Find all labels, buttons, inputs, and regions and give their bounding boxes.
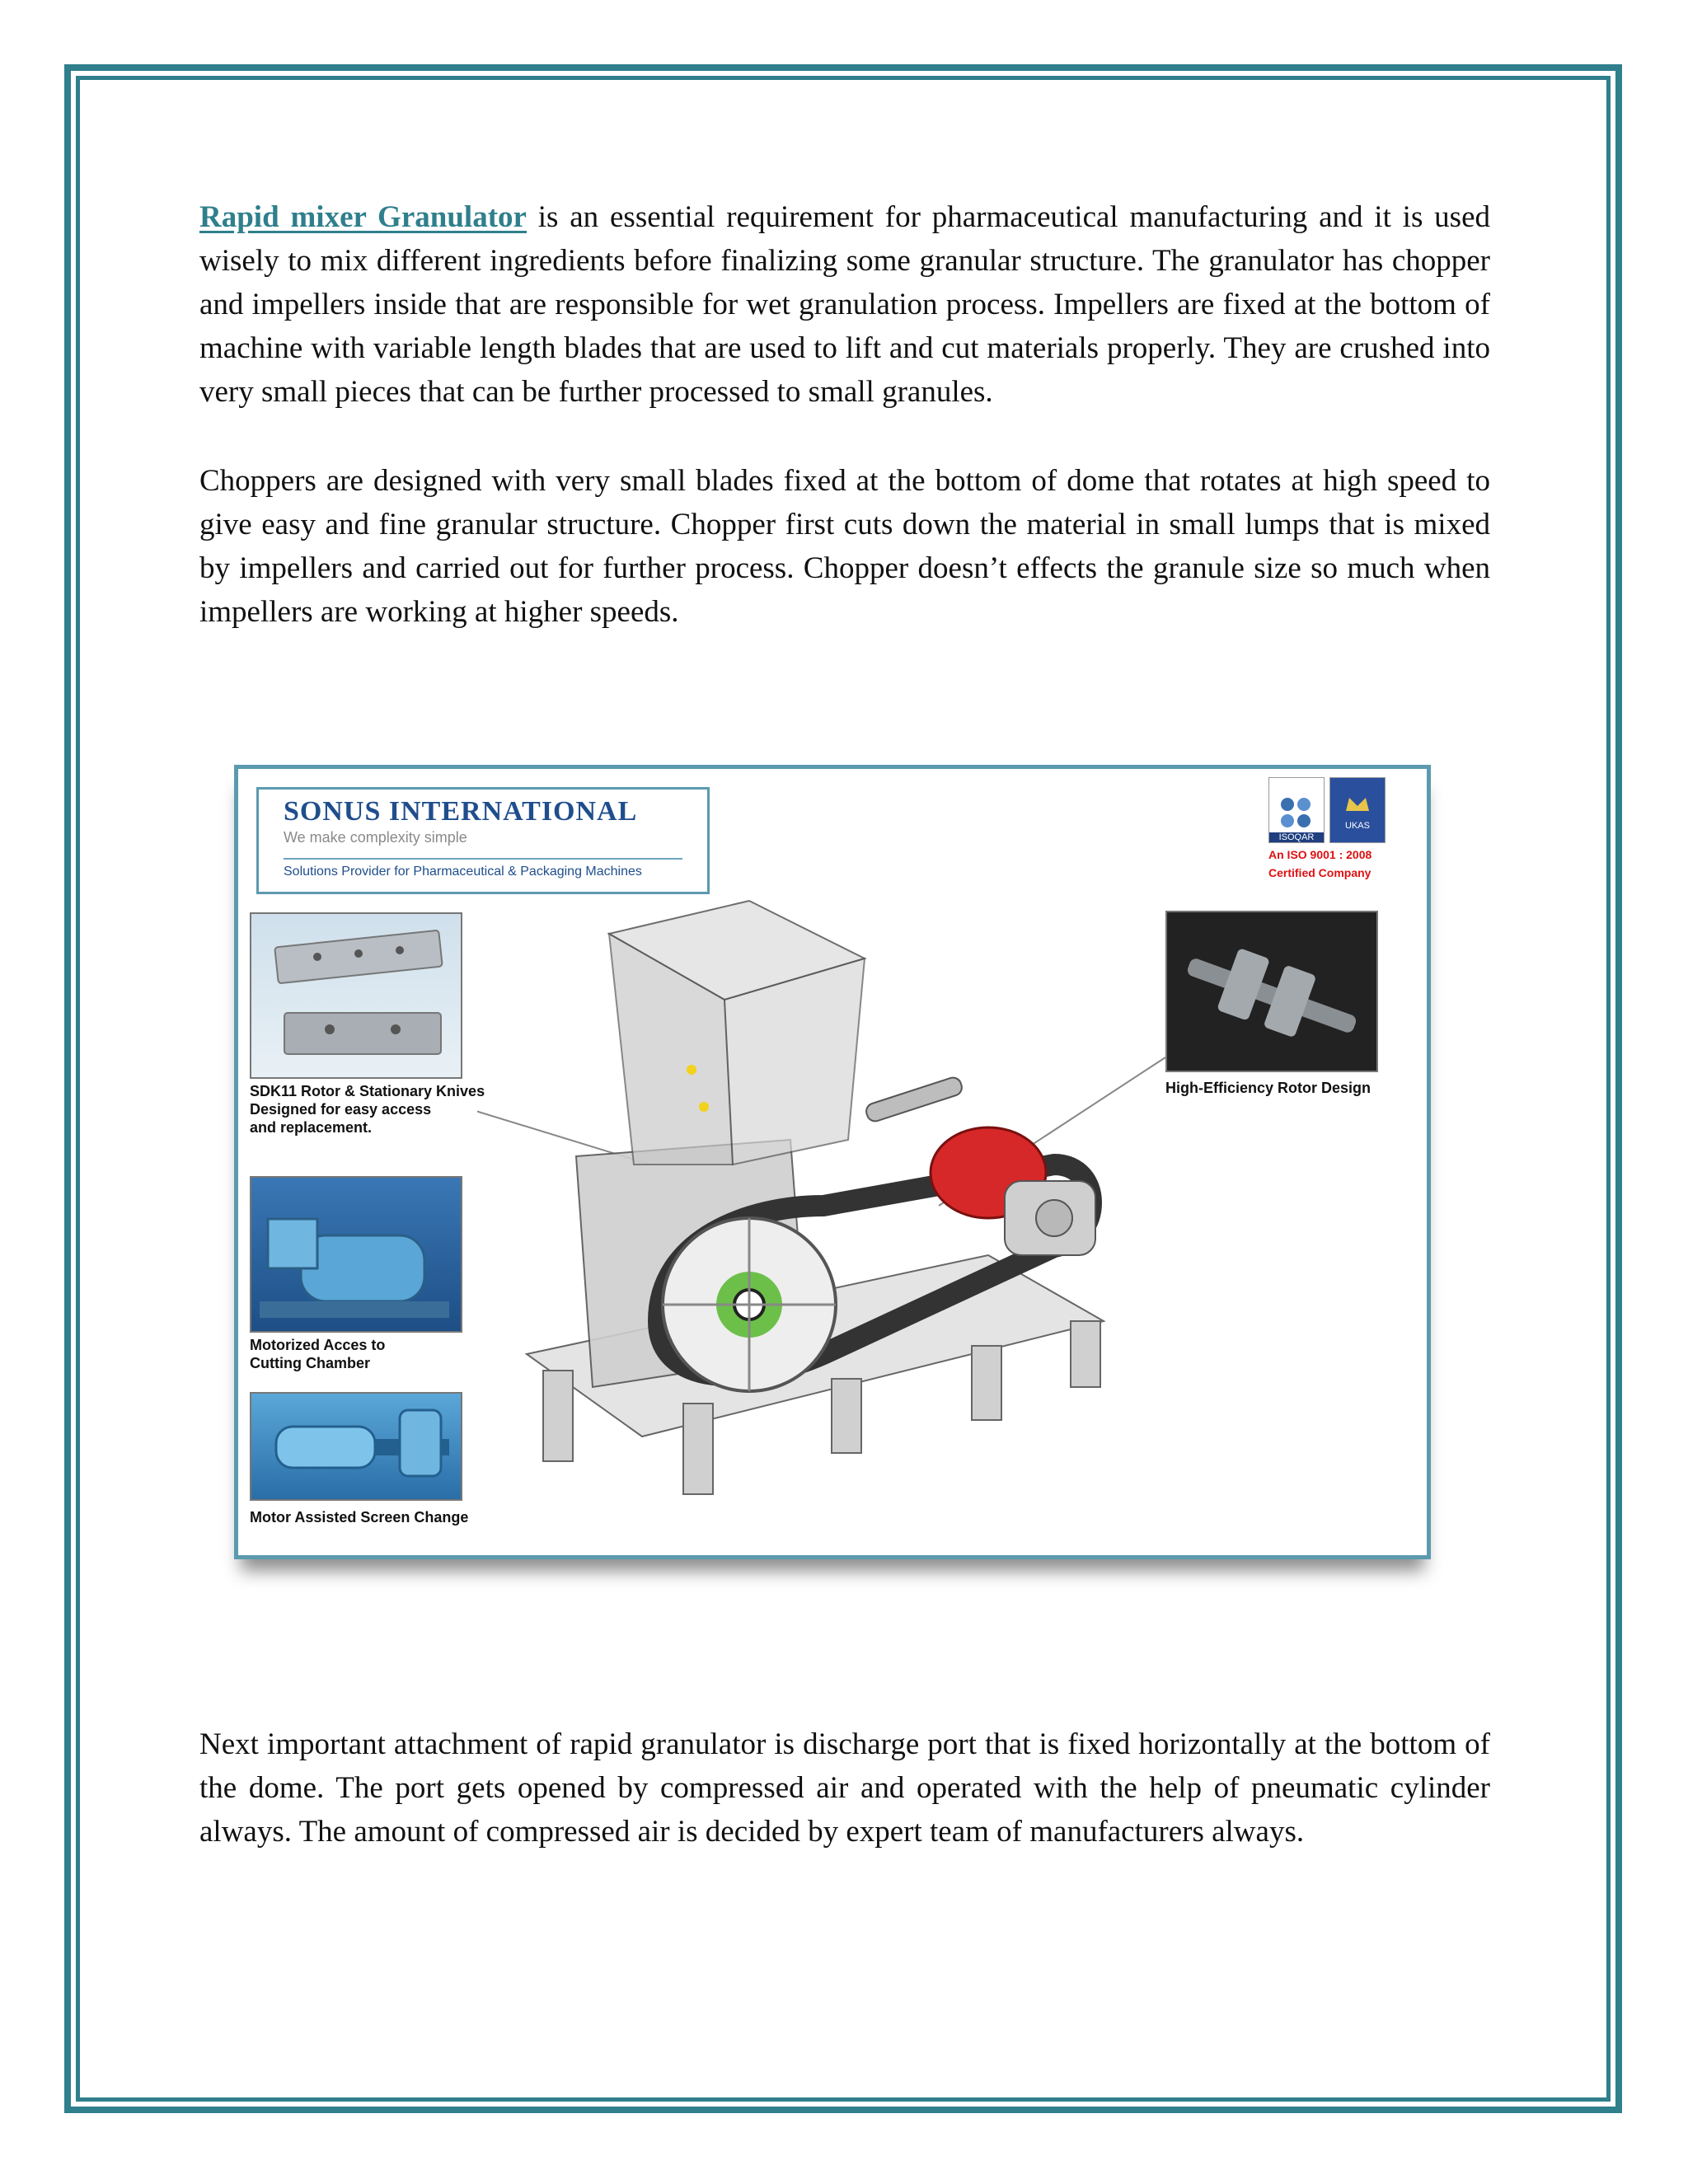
iso-line-2: Certified Company [1268, 866, 1372, 879]
screen-change-photo [250, 1392, 462, 1501]
granulator-figure [234, 765, 1431, 1559]
isoqar-label: ISOQAR [1269, 832, 1324, 842]
caption-high-efficiency: High-Efficiency Rotor Design [1165, 1080, 1372, 1096]
isoqar-emblem-icon [1276, 794, 1317, 832]
isoqar-logo [1268, 777, 1325, 843]
brand-tagline: We make complexity simple [284, 829, 467, 846]
certification-block [1268, 777, 1392, 879]
granulator-machine-illustration [477, 893, 1186, 1552]
ukas-label: UKAS [1345, 821, 1370, 831]
brand-subtitle: Solutions Provider for Pharmaceutical & Packaging Machines [284, 858, 682, 879]
paragraph-choppers: Choppers are designed with very small blades fixed at the bottom of dome that rotates at high speed to give easy and fine granular structure. Chopper first cuts down the material in small lumps that is mixed by impellers and carried out for further process. Chopper doesn’t effects the granule size so much when impellers are working at higher speeds. [199, 464, 1490, 629]
paragraph-intro-text: is an essential requirement for pharmaceutical manufacturing and it is used wisely to mix different ingredients before finalizing some granular structure. The granulator has chopper and impellers inside that are responsible for wet granulation process. Impellers are fixed at the bottom of machine with variable length blades that are used to lift and cut materials properly. They are crushed into very small pieces that can be further processed to small granules. [199, 200, 1490, 409]
knives-photo [250, 912, 462, 1079]
paragraph-intro [199, 195, 1490, 414]
iso-line-1: An ISO 9001 : 2008 [1268, 848, 1372, 861]
brand-box [256, 787, 710, 894]
caption-screen-change: Motor Assisted Screen Change [250, 1509, 469, 1526]
crown-icon [1341, 788, 1374, 821]
motor-photo [250, 1176, 462, 1333]
caption-motorized-access: Motorized Acces to Cutting Chamber [250, 1337, 386, 1371]
rapid-mixer-granulator-link[interactable]: Rapid mixer Granulator [199, 200, 527, 234]
caption-rotor-knives: SDK11 Rotor & Stationary Knives Designed for easy access and replacement. [250, 1083, 485, 1136]
rotor-photo [1165, 911, 1378, 1072]
paragraph-discharge-port: Next important attachment of rapid granulator is discharge port that is fixed horizontally at the bottom of the dome. The port gets opened by compressed air and operated with the help of pneumatic cylinder always. The amount of compressed air is decided by expert team of manufacturers always. [199, 1727, 1490, 1849]
brand-name: SONUS INTERNATIONAL [284, 796, 638, 827]
ukas-logo [1329, 777, 1386, 843]
